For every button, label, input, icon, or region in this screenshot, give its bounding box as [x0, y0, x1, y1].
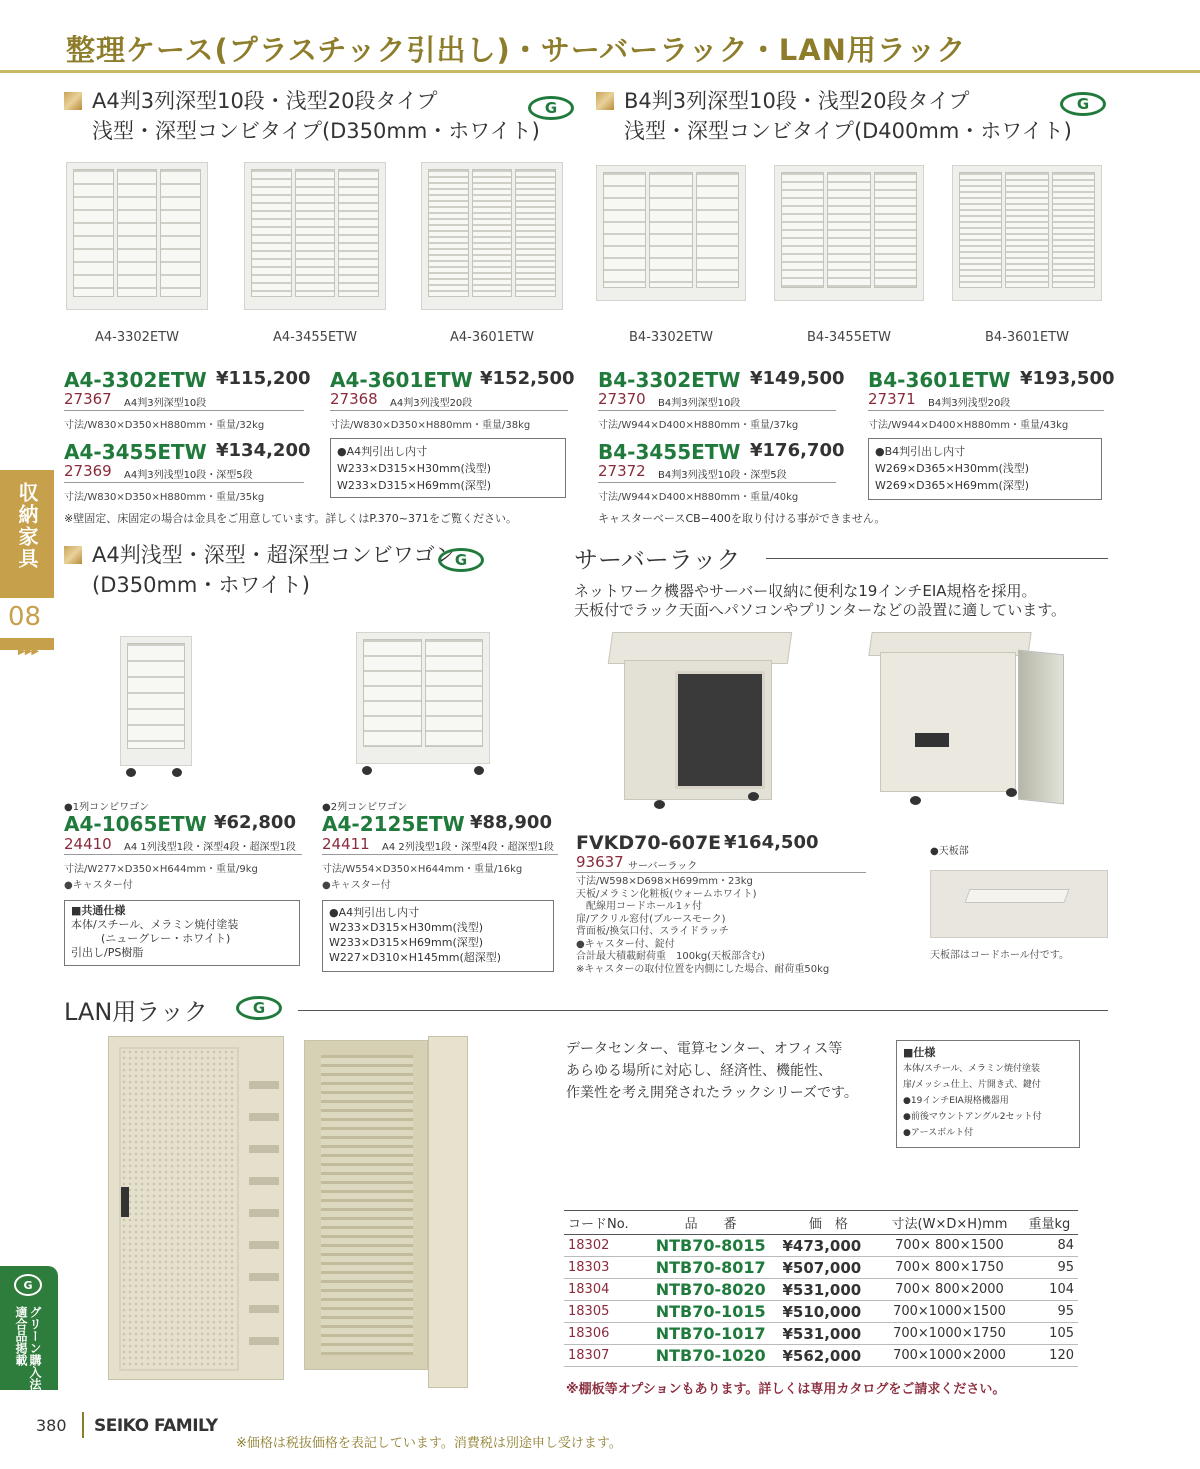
section-marker-icon [596, 92, 614, 110]
wagon-image-1col [120, 636, 192, 766]
box-line: ●19インチEIA規格機器用 [903, 1096, 1009, 1106]
row-size: 700×1000×1500 [878, 1301, 1020, 1323]
divider [322, 854, 558, 855]
box-line: 本体/スチール、メラミン焼付塗装 [71, 918, 239, 931]
spec-line: 寸法/W598×D698×H699mm・23kg [576, 876, 753, 887]
image-label: B4-3601ETW [985, 330, 1069, 345]
product-price: ¥176,700 [750, 440, 845, 461]
product-dim: 寸法/W944×D400×H880mm・重量/40kg [598, 492, 799, 503]
spec-line: ●キャスター付、錠付 [576, 938, 675, 950]
table-header: 重量kg [1021, 1211, 1078, 1235]
green-mark-icon: G [1060, 92, 1106, 116]
product-dim: 寸法/W830×D350×H880mm・重量/32kg [64, 420, 265, 431]
product-code: B4-3601ETW [868, 368, 1011, 392]
section-a4-title-1: A4判3列深型10段・浅型20段タイプ [92, 89, 438, 113]
cabinet-image-b4-3455 [774, 165, 924, 301]
section-wagon-title-2: (D350mm・ホワイト) [92, 573, 310, 597]
row-model: NTB70-1017 [643, 1323, 779, 1345]
row-code: 18305 [564, 1301, 643, 1323]
product-code: B4-3302ETW [598, 368, 741, 392]
server-rack-open-image [880, 652, 1016, 792]
divider [64, 482, 304, 483]
product-number: 27367 [64, 390, 112, 408]
table-row [564, 1323, 1078, 1345]
spec-line: 合計最大積載耐荷重 100kg(天板部含む) [576, 951, 766, 962]
row-price: ¥531,000 [778, 1323, 878, 1345]
green-mark-icon: G [528, 96, 574, 120]
product-price: ¥193,500 [1020, 368, 1115, 389]
row-size: 700×1000×2000 [878, 1345, 1020, 1367]
box-line: W269×D365×H30mm(浅型) [875, 462, 1030, 475]
note: キャスターベースCB−400を取り付ける事ができません。 [598, 512, 886, 525]
box-line: (ニューグレー・ホワイト) [101, 932, 231, 945]
table-header: 品 番 [643, 1211, 779, 1235]
section-b4-title-2: 浅型・深型コンビタイプ(D400mm・ホワイト) [624, 119, 1072, 143]
table-note: ※棚板等オプションもあります。詳しくは専用カタログをご請求ください。 [566, 1382, 1006, 1397]
caster-icon [748, 792, 759, 801]
table-header: 寸法(W×D×H)mm [878, 1211, 1020, 1235]
green-globe-icon: G [14, 1274, 42, 1296]
table-row [564, 1235, 1078, 1257]
divider [576, 872, 866, 873]
cabinet-image-a4-3302 [66, 162, 208, 310]
mesh-door [119, 1047, 239, 1371]
product-code: A4-3302ETW [64, 368, 207, 392]
product-number: 24410 [64, 835, 112, 853]
product-desc: A4判3列深型10段 [124, 398, 207, 409]
product-desc: B4判3列浅型10段・深型5段 [658, 470, 787, 481]
table-header: コードNo. [564, 1211, 643, 1235]
lan-rack-closed-image [108, 1036, 284, 1380]
table-header-row [564, 1211, 1078, 1235]
server-number: 93637 [576, 853, 624, 871]
brand-logo: SEIKO FAMILY [94, 1416, 218, 1436]
lock-icon [121, 1187, 129, 1217]
lan-intro [566, 1038, 858, 1104]
product-extra: ●キャスター付 [64, 880, 133, 891]
server-code: FVKD70-607E [576, 832, 722, 854]
caster-icon [474, 766, 484, 775]
rack-interior [321, 1055, 413, 1355]
product-price: ¥134,200 [216, 440, 311, 461]
box-line: ●アースボルト付 [903, 1128, 974, 1138]
table-row [564, 1301, 1078, 1323]
lan-rack-open-image [304, 1040, 428, 1370]
side-vents [249, 1057, 279, 1367]
server-spec-list [576, 876, 829, 976]
cabinet-image-a4-3455 [244, 162, 386, 310]
product-number: 27370 [598, 390, 646, 408]
product-dim: 寸法/W944×D400×H880mm・重量/37kg [598, 420, 799, 431]
row-model: NTB70-8015 [643, 1235, 779, 1257]
divider [766, 558, 1108, 559]
product-price: ¥62,800 [214, 812, 296, 833]
product-dim: 寸法/W830×D350×H880mm・重量/38kg [330, 420, 531, 431]
row-weight: 104 [1021, 1279, 1078, 1301]
product-desc: A4 1列浅型1段・深型4段・超深型1段 [124, 842, 296, 853]
page-number: 380 [36, 1416, 67, 1435]
product-desc: A4判3列浅型20段 [390, 398, 473, 409]
box-line: ●B4判引出し内寸 [875, 445, 966, 458]
wagon-caption: ●1列コンビワゴン [64, 802, 150, 813]
divider [330, 410, 568, 411]
row-model: NTB70-8020 [643, 1279, 779, 1301]
caster-icon [910, 796, 921, 805]
intro-line: あらゆる場所に対応し、経済性、機能性、 [566, 1063, 832, 1079]
section-wagon-title-1: A4判浅型・深型・超深型コンビワゴン [92, 543, 456, 567]
row-price: ¥473,000 [778, 1235, 878, 1257]
product-extra: ●キャスター付 [322, 880, 391, 891]
product-number: 27371 [868, 390, 916, 408]
table-row [564, 1345, 1078, 1367]
box-line: W233×D315×H30mm(浅型) [337, 462, 492, 475]
section-marker-icon [64, 546, 82, 564]
green-purchase-tab [0, 1266, 58, 1390]
divider [868, 410, 1104, 411]
server-rack-image [624, 660, 772, 800]
product-price: ¥149,500 [750, 368, 845, 389]
row-size: 700× 800×1500 [878, 1235, 1020, 1257]
box-line: ●A4判引出し内寸 [337, 445, 428, 458]
cabinet-image-b4-3601 [952, 165, 1102, 301]
row-model: NTB70-1015 [643, 1301, 779, 1323]
server-desc: サーバーラック [628, 861, 698, 872]
table-header: 価 格 [778, 1211, 878, 1235]
product-desc: B4判3列深型10段 [658, 398, 741, 409]
product-desc: A4判3列浅型10段・深型5段 [124, 470, 253, 481]
image-label: A4-3302ETW [95, 330, 179, 345]
wagon-inner-size-box [322, 900, 554, 972]
image-label: A4-3455ETW [273, 330, 357, 345]
server-intro-1: ネットワーク機器やサーバー収納に便利な19インチEIA規格を採用。 [574, 582, 1037, 600]
cabinet-image-b4-3302 [596, 165, 746, 301]
box-line: 本体/スチール、メラミン焼付塗装 [903, 1064, 1040, 1074]
product-price: ¥88,900 [470, 812, 552, 833]
product-dim: 寸法/W554×D350×H644mm・重量/16kg [322, 864, 523, 875]
wagon-image-2col [356, 632, 490, 764]
row-code: 18307 [564, 1345, 643, 1367]
row-code: 18306 [564, 1323, 643, 1345]
row-size: 700× 800×1750 [878, 1257, 1020, 1279]
row-weight: 84 [1021, 1235, 1078, 1257]
spec-line: 配線用コードホール1ヶ付 [576, 901, 703, 912]
product-number: 27369 [64, 462, 112, 480]
wagon-caption: ●2列コンビワゴン [322, 802, 408, 813]
divider [298, 1010, 1108, 1011]
row-size: 700× 800×2000 [878, 1279, 1020, 1301]
footer-note: ※価格は税抜価格を表記しています。消費税は別途申し受けます。 [236, 1436, 622, 1451]
open-door-image [428, 1036, 468, 1388]
green-mark-icon: G [236, 996, 282, 1020]
open-door-image [1018, 650, 1064, 805]
common-spec-box [64, 900, 300, 966]
box-line: 引出し/PS樹脂 [71, 946, 144, 959]
section-lan-title: LAN用ラック [64, 998, 208, 1026]
page-title: 整理ケース(プラスチック引出し)・サーバーラック・LAN用ラック [66, 33, 967, 67]
note: ※壁固定、床固定の場合は金具をご用意しています。詳しくはP.370~371をご覧ください。 [64, 512, 517, 525]
row-weight: 95 [1021, 1301, 1078, 1323]
image-label: B4-3455ETW [807, 330, 891, 345]
row-code: 18304 [564, 1279, 643, 1301]
spec-line: 天板/メラミン化粧板(ウォームホワイト) [576, 888, 757, 900]
row-size: 700×1000×1750 [878, 1323, 1020, 1345]
row-model: NTB70-1020 [643, 1345, 779, 1367]
row-code: 18302 [564, 1235, 643, 1257]
box-line: ■共通仕様 [71, 904, 126, 917]
box-line: ●A4判引出し内寸 [329, 906, 420, 919]
lan-spec-box [896, 1040, 1080, 1148]
caster-icon [126, 768, 136, 777]
cabinet-image-a4-3601 [421, 162, 563, 310]
spec-line: ※キャスターの取付位置を内側にした場合、耐荷重50kg [576, 963, 830, 975]
box-line: W233×D315×H69mm(深型) [329, 936, 484, 949]
image-label: B4-3302ETW [629, 330, 713, 345]
box-line: W233×D315×H69mm(深型) [337, 479, 492, 492]
product-dim: 寸法/W830×D350×H880mm・重量/35kg [64, 492, 265, 503]
product-dim: 寸法/W277×D350×H644mm・重量/9kg [64, 864, 258, 875]
section-marker-icon [64, 92, 82, 110]
box-line: ●前後マウントアングル2セット付 [903, 1112, 1042, 1122]
green-purchase-label: グリーン購入法適合品掲載 [14, 1306, 42, 1390]
product-number: 24411 [322, 835, 370, 853]
product-code: B4-3455ETW [598, 440, 741, 464]
product-desc: A4 2列浅型1段・深型4段・超深型1段 [382, 842, 554, 853]
top-note: 天板部はコードホール付です。 [930, 950, 1069, 961]
product-price: ¥152,500 [480, 368, 575, 389]
box-line: W233×D315×H30mm(浅型) [329, 921, 484, 934]
product-desc: B4判3列浅型20段 [928, 398, 1011, 409]
row-price: ¥531,000 [778, 1279, 878, 1301]
spec-line: 背面板/換気口付、スライドラッチ [576, 926, 729, 937]
row-price: ¥507,000 [778, 1257, 878, 1279]
table-row [564, 1257, 1078, 1279]
box-line: 扉/メッシュ仕上、片開き式、鍵付 [903, 1080, 1041, 1090]
row-price: ¥562,000 [778, 1345, 878, 1367]
footer-divider [82, 1412, 84, 1438]
title-rule [0, 70, 1200, 73]
table-row [564, 1279, 1078, 1301]
box-line: W227×D310×H145mm(超深型) [329, 951, 502, 964]
box-line: W269×D365×H69mm(深型) [875, 479, 1030, 492]
section-a4-title-2: 浅型・深型コンビタイプ(D350mm・ホワイト) [92, 119, 540, 143]
b4-inner-size-box [868, 438, 1102, 500]
category-number: 08 [8, 602, 42, 632]
caster-icon [362, 766, 372, 775]
arrows-icon: ▶▶▶ [18, 646, 39, 657]
product-code: A4-3455ETW [64, 440, 207, 464]
product-code: A4-1065ETW [64, 812, 207, 836]
product-code: A4-2125ETW [322, 812, 465, 836]
row-model: NTB70-8017 [643, 1257, 779, 1279]
server-intro-2: 天板付でラック天面へパソコンやプリンターなどの設置に適しています。 [574, 601, 1067, 619]
top-caption: ●天板部 [930, 846, 969, 857]
row-weight: 105 [1021, 1323, 1078, 1345]
caster-icon [654, 800, 665, 809]
lan-price-table [564, 1210, 1078, 1367]
a4-inner-size-box [330, 438, 566, 498]
image-label: A4-3601ETW [450, 330, 534, 345]
cord-hole [964, 889, 1069, 903]
section-b4-title-1: B4判3列深型10段・浅型20段タイプ [624, 89, 970, 113]
vent-slot [915, 733, 949, 747]
section-server-title: サーバーラック [574, 546, 741, 574]
product-number: 27368 [330, 390, 378, 408]
top-panel-image [930, 870, 1108, 938]
smoke-door [675, 671, 765, 789]
green-mark-icon: G [438, 548, 484, 572]
divider [598, 482, 836, 483]
server-price: ¥164,500 [724, 832, 819, 853]
intro-line: データセンター、電算センター、オフィス等 [566, 1041, 843, 1057]
row-weight: 120 [1021, 1345, 1078, 1367]
row-price: ¥510,000 [778, 1301, 878, 1323]
divider [598, 410, 836, 411]
product-price: ¥115,200 [216, 368, 311, 389]
caster-icon [1006, 788, 1017, 797]
row-weight: 95 [1021, 1257, 1078, 1279]
category-label: 収納家具 [15, 482, 39, 570]
product-code: A4-3601ETW [330, 368, 473, 392]
product-number: 27372 [598, 462, 646, 480]
row-code: 18303 [564, 1257, 643, 1279]
box-line: ■仕様 [903, 1046, 936, 1059]
intro-line: 作業性を考え開発されたラックシリーズです。 [566, 1085, 858, 1101]
product-dim: 寸法/W944×D400×H880mm・重量/43kg [868, 420, 1069, 431]
divider [64, 854, 302, 855]
caster-icon [172, 768, 182, 777]
spec-line: 扉/アクリル窓付(ブルースモーク) [576, 913, 726, 925]
divider [64, 410, 304, 411]
